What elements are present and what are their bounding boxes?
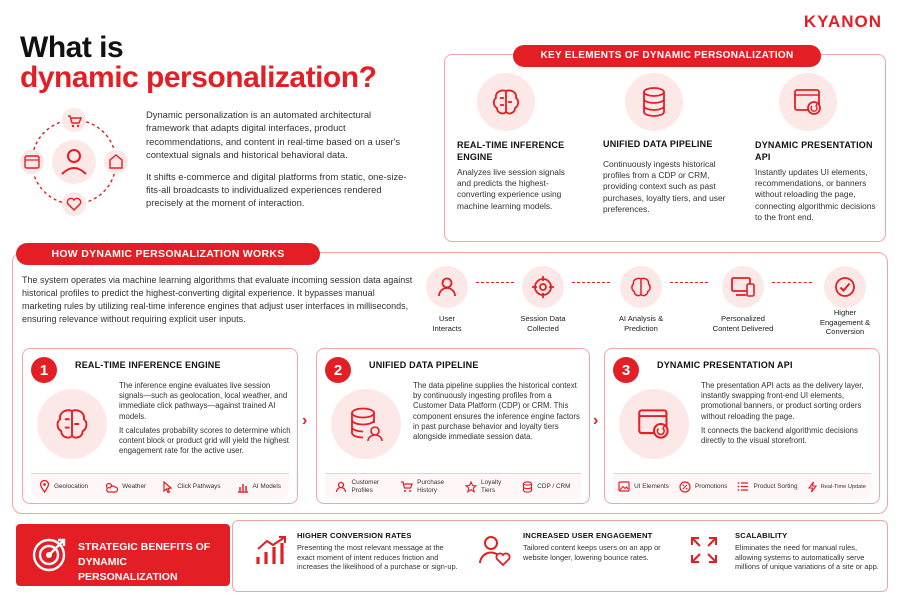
page-title (20, 33, 376, 93)
database-icon (625, 73, 683, 131)
benefits-header: STRATEGIC BENEFITS OF DYNAMIC PERSONALIZATION (78, 541, 211, 583)
star-icon (465, 481, 477, 493)
benefits-header-block (16, 524, 230, 586)
image-icon (618, 481, 630, 492)
flow-label-1: User Interacts (432, 314, 462, 333)
tag-cdp-crm (522, 481, 570, 493)
bar-chart-icon (237, 481, 249, 493)
step-1-text (119, 381, 291, 456)
target-icon (522, 266, 564, 308)
step-3-paragraph-1: The presentation API acts as the delivery layer, instantly swapping front-end UI elements, promotional banners, or product sorting orders without reloading the page. (701, 381, 864, 421)
tag-label: UI Elements (634, 483, 669, 490)
tag-label: Real-Time Update (820, 483, 866, 490)
hub-diagram (16, 104, 132, 220)
tag-label: Promotions (695, 483, 728, 490)
list-icon (737, 481, 749, 492)
step-3-number: 3 (613, 357, 639, 383)
ai-brain-icon (620, 266, 662, 308)
step-1-number: 1 (31, 357, 57, 383)
step-2-paragraph-1: The data pipeline supplies the historical context by continuously ingesting profiles from a Customer Data Platform (CDP) or CRM. This component ensures the inference engine factors in past purchase behavior and loyalty tiers alongside immediate session data. (413, 381, 580, 442)
step-2-title: UNIFIED DATA PIPELINE (369, 360, 479, 370)
flow-label-5: Higher Engagement & Conversion (819, 308, 871, 337)
tag-label: Geolocation (54, 483, 89, 490)
step-1-card (22, 348, 298, 504)
percent-icon (679, 481, 691, 493)
brand-name: KYANON (803, 12, 882, 31)
key-elements-header: KEY ELEMENTS OF DYNAMIC PERSONALIZATION (513, 45, 821, 67)
intro-paragraph-1: Dynamic personalization is an automated architectural framework that adapts digital interfaces, product recommendations, and content in real-time based on a user's contextual signals and historical behavioral data. (146, 109, 401, 161)
brain-icon (37, 389, 107, 459)
step-3-card (604, 348, 880, 504)
tag-weather (104, 481, 146, 493)
step-1-title: REAL-TIME INFERENCE ENGINE (75, 360, 221, 370)
cursor-icon (162, 481, 173, 493)
step-2-text (413, 381, 585, 442)
flow-arrow (670, 282, 708, 283)
benefits-panel (232, 520, 888, 592)
flow-arrow (572, 282, 610, 283)
map-pin-icon (39, 480, 50, 493)
user-icon (426, 266, 468, 308)
brand-logo (804, 12, 882, 32)
step-1-tags (31, 473, 289, 499)
flow-label-4: Personalized Content Delivered (712, 314, 774, 333)
benefit-2-text: Tailored content keeps users on an app or website longer, lowering bounce rates. (523, 543, 661, 562)
tag-loyalty-tiers (465, 479, 501, 495)
cart-icon (400, 481, 413, 493)
tag-customer-profiles (335, 479, 379, 495)
user-icon (335, 481, 347, 493)
step-2-card (316, 348, 590, 504)
process-flow (420, 262, 890, 346)
check-circle-icon (824, 266, 866, 308)
flow-arrow (772, 282, 812, 283)
growth-chart-icon (255, 535, 289, 572)
tag-ui-elements (618, 481, 669, 492)
tag-label: CDP / CRM (537, 483, 571, 490)
chevron-right-icon: › (593, 412, 599, 429)
devices-icon (722, 266, 764, 308)
database-user-icon (331, 389, 401, 459)
key-elements-panel (444, 50, 886, 242)
lightning-icon (808, 481, 817, 493)
weather-icon (104, 481, 118, 493)
key-element-3-title: DYNAMIC PRESENTATION API (755, 140, 873, 162)
expand-arrows-icon (689, 535, 719, 570)
brain-icon (477, 73, 535, 131)
tag-label: Customer Profiles (351, 478, 380, 494)
tag-real-time-update (808, 481, 866, 493)
benefit-1-title: HIGHER CONVERSION RATES (297, 531, 412, 540)
database-icon (522, 481, 533, 493)
step-3-title: DYNAMIC PRESENTATION API (657, 360, 793, 370)
tag-label: Purchase History (417, 478, 445, 494)
flow-arrow (476, 282, 514, 283)
step-3-tags (613, 473, 871, 499)
how-it-works-header: HOW DYNAMIC PERSONALIZATION WORKS (16, 243, 320, 265)
key-element-3-text: Instantly updates UI elements, recommendations, or banners without reloading the page, connecting algorithmic decisions to the front end. (755, 167, 876, 222)
tag-label: Loyalty Tiers (481, 478, 502, 494)
tag-label: Product Sorting (753, 483, 798, 490)
key-element-1-title: REAL-TIME INFERENCE ENGINE (457, 140, 565, 162)
tag-ai-models (237, 481, 281, 493)
tag-label: Click Pathways (177, 483, 221, 490)
tag-product-sorting (737, 481, 797, 492)
key-element-1-text: Analyzes live session signals and predicts the highest-converting experience using machine learning models. (457, 167, 565, 211)
benefit-3-text: Eliminates the need for manual rules, allowing systems to automatically serve millions of unique variations of a site or app. (735, 543, 879, 572)
benefit-2-title: INCREASED USER ENGAGEMENT (523, 531, 653, 540)
tag-label: AI Models (252, 483, 281, 490)
flow-label-3: AI Analysis & Prediction (618, 314, 664, 333)
key-element-2-title: UNIFIED DATA PIPELINE (603, 139, 713, 149)
benefit-1-text: Presenting the most relevant message at the exact moment of intent reduces friction and increases the likelihood of a purchase or sign-up. (297, 543, 458, 572)
target-icon (30, 536, 68, 574)
title-line-2: dynamic personalization? (20, 61, 377, 94)
step-1-paragraph-2: It calculates probability scores to determine which content block or product grid will yield the highest engagement rate for the active user. (119, 425, 291, 456)
how-it-works-text: The system operates via machine learning algorithms that evaluate incoming session data against historical profiles to predict the highest-converting digital experience. It bypasses manual marketing rules by utilizing real-time inference engines that adjust user interfaces in milliseconds, ensuring relevance without requiring explicit user inputs. (22, 275, 413, 324)
tag-label: Weather (122, 483, 147, 490)
user-heart-icon (477, 533, 511, 572)
browser-refresh-icon (619, 389, 689, 459)
tag-purchase-history (400, 479, 444, 495)
title-line-1: What is (20, 31, 124, 64)
tag-geolocation (39, 480, 88, 493)
step-2-tags (325, 473, 581, 499)
tag-promotions (679, 481, 727, 493)
step-3-paragraph-2: It connects the backend algorithmic decisions directly to the visual storefront. (701, 425, 858, 446)
intro-paragraph-2: It shifts e-commerce and digital platforms from static, one-size-fits-all broadcasts to individualized experiences rendered precisely at the moment of interaction. (146, 170, 407, 209)
tag-click-pathways (162, 481, 220, 493)
step-2-number: 2 (325, 357, 351, 383)
hub-diagram-graphic (16, 104, 132, 220)
key-element-2-text: Continuously ingests historical profiles from a CDP or CRM, providing context such as past purchases, loyalty tiers, and user preferences. (603, 159, 726, 214)
step-3-text (701, 381, 873, 446)
flow-label-2: Session Data Collected (520, 314, 566, 333)
browser-refresh-icon (779, 73, 837, 131)
step-1-paragraph-1: The inference engine evaluates live session signals—such as geolocation, local weather, and immediate click pathways—against trained AI models. (119, 381, 288, 421)
intro-text (146, 108, 408, 210)
benefit-3-title: SCALABILITY (735, 531, 788, 540)
chevron-right-icon: › (302, 412, 308, 429)
